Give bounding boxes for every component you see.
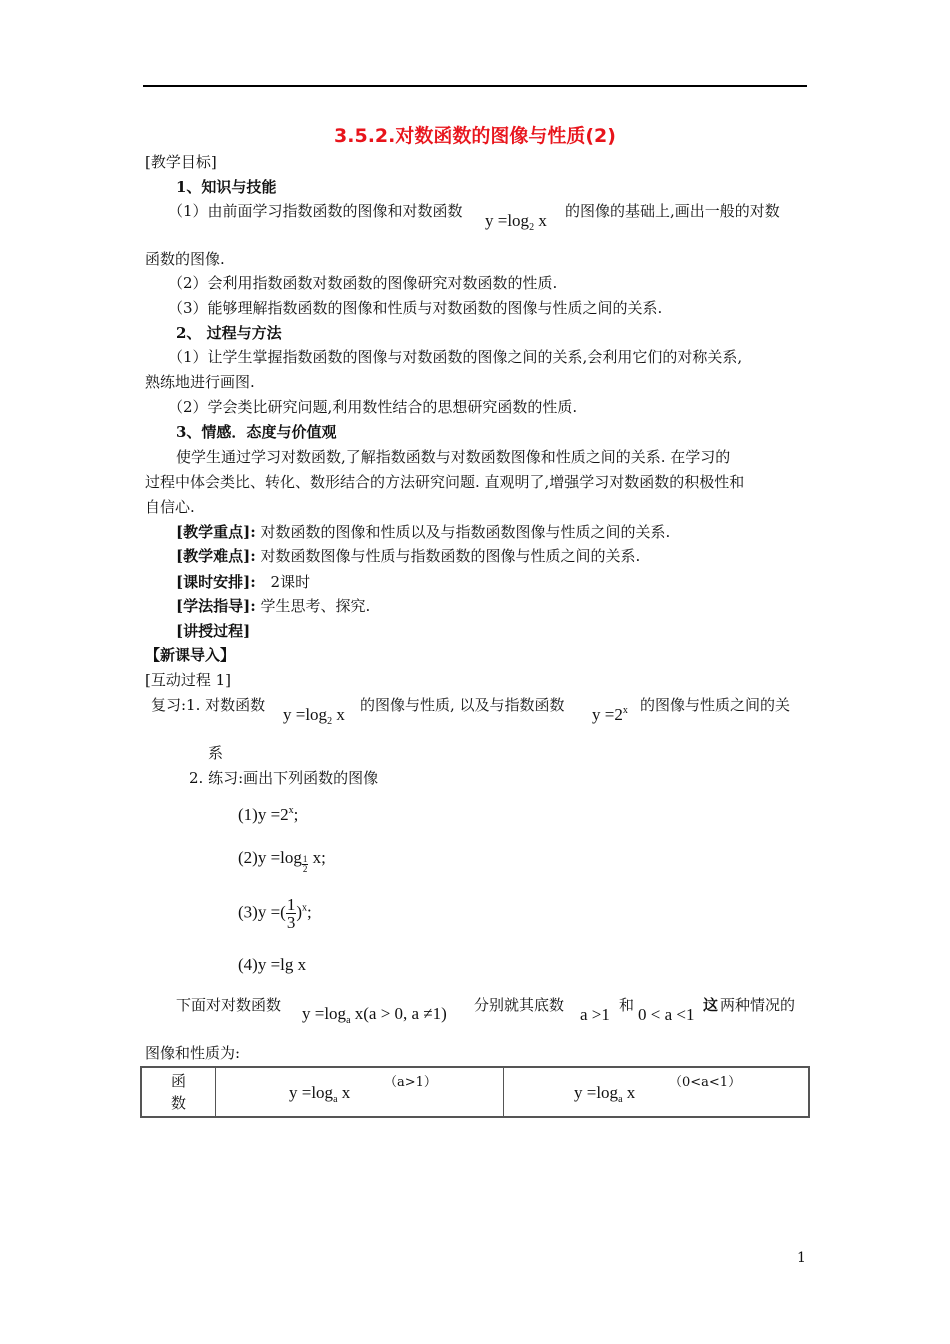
objective-2-1: （1）让学生掌握指数函数的图像与对数函数的图像之间的关系,会利用它们的对称关系, — [168, 348, 743, 366]
formula-log2x: $y =\log_2$ x — [485, 211, 547, 233]
review-cont: 系 — [208, 744, 224, 762]
interactive-process-label: [互动过程 1] — [145, 671, 232, 689]
table-cell-0-lt-a-lt-1 — [504, 1067, 810, 1117]
exercise-item-3: (3)y =( $\frac{1}{3}$ )$^x$; — [238, 895, 312, 932]
difficult-points-text: 对数函数图像与性质与指数函数的图像与性质之间的关系. — [260, 547, 641, 565]
exercise-item-2-num: (2) — [238, 848, 258, 867]
table-cond-0-lt-a-lt-1: （0<a<1） — [669, 1075, 742, 1090]
formula-review-2x: $y =2^x$ — [592, 705, 628, 724]
schedule-value: 2 — [270, 573, 281, 591]
objective-1-2: （2）会利用指数函数对数函数的图像研究对数函数的性质. — [168, 274, 558, 292]
objective-1-1-cont: 函数的图像. — [145, 250, 225, 268]
schedule-label: [课时安排]: — [176, 573, 256, 591]
objective-3-line2: 过程中体会类比、转化、数形结合的方法研究问题. 直观明了,增强学习对数函数的积极性和 — [145, 473, 745, 491]
difficult-points-row — [176, 549, 640, 564]
exercise-item-4-num: (4) — [238, 955, 258, 974]
table-row — [141, 1067, 809, 1117]
table-cell-a-gt-1 — [216, 1067, 504, 1117]
table-header-text: 函数 — [170, 1072, 186, 1112]
formula-0-lt-a-lt-1: 0 < a <1 — [638, 1005, 695, 1024]
objective-1-3: （3）能够理解指数函数的图像和性质与对数函数的图像与性质之间的关系. — [168, 299, 663, 317]
process-method-heading: 2、 过程与方法 — [176, 324, 282, 342]
objective-1-1-end: 的图像的基础上,画出一般的对数 — [565, 202, 780, 220]
key-points-text: 对数函数的图像和性质以及与指数函数图像与性质之间的关系. — [260, 523, 671, 541]
exercise-heading: 2. 练习:画出下列函数的图像 — [189, 769, 379, 787]
process-label: [讲授过程] — [176, 622, 251, 640]
discussion-this: 这 — [703, 996, 719, 1014]
table-cond-a-gt-1: （a>1） — [384, 1075, 437, 1090]
schedule-unit: 课时 — [280, 573, 311, 591]
header-rule — [143, 85, 807, 87]
objective-3-line3: 自信心. — [145, 498, 195, 516]
formula-review-log2x: $y =\log_2$ x — [283, 705, 345, 727]
discussion-middle: 分别就其底数 — [474, 996, 565, 1014]
formula-table-logax-2: $y =\log_a$ x — [574, 1083, 636, 1105]
discussion-end: 两种情况的 — [720, 996, 796, 1014]
emotion-values-heading: 3、情感．态度与价值观 — [176, 423, 337, 441]
key-points-row — [176, 525, 670, 540]
method-text: 学生思考、探究. — [260, 597, 371, 615]
discussion-start: 下面对对数函数 — [176, 996, 282, 1014]
page-title: 3.5.2.对数函数的图像与性质(2) — [334, 125, 616, 147]
properties-table — [140, 1066, 810, 1118]
objective-2-1-cont: 熟练地进行画图. — [145, 373, 255, 391]
exercise-item-1-num: (1) — [238, 805, 258, 824]
page-number: 1 — [797, 1250, 806, 1266]
review-start: 复习:1. 对数函数 — [151, 696, 266, 714]
knowledge-skills-heading: 1、知识与技能 — [176, 178, 277, 196]
discussion-cont: 图像和性质为: — [145, 1044, 241, 1062]
schedule-row — [176, 575, 310, 590]
difficult-points-label: [教学难点]: — [176, 547, 256, 565]
objective-2-2: （2）学会类比研究问题,利用数性结合的思想研究函数的性质. — [168, 398, 578, 416]
review-middle: 的图像与性质, 以及与指数函数 — [360, 696, 565, 714]
exercise-item-1: $(1)y =2^x$; — [238, 805, 299, 824]
key-points-label: [教学重点]: — [176, 523, 256, 541]
objective-1-1-start: （1）由前面学习指数函数的图像和对数函数 — [168, 202, 463, 220]
method-label: [学法指导]: — [176, 597, 256, 615]
method-row — [176, 599, 370, 614]
objective-3-line1: 使学生通过学习对数函数,了解指数函数与对数函数图像和性质之间的关系. 在学习的 — [176, 448, 731, 466]
table-header-cell — [141, 1067, 216, 1117]
discussion-and: 和 — [619, 996, 635, 1014]
exercise-item-2: (2)y =log $\frac{1}{2}$ x; — [238, 848, 326, 874]
exercise-item-4: (4)y =lg x — [238, 955, 307, 974]
formula-a-gt-1: a >1 — [580, 1005, 610, 1024]
formula-logax-condition: $y =\log_a$ x(a > 0, a ≠1) — [302, 1004, 447, 1026]
review-end: 的图像与性质之间的关 — [640, 696, 791, 714]
new-lesson-heading: 【新课导入】 — [145, 646, 236, 664]
formula-table-logax-1: $y =\log_a$ x — [289, 1083, 351, 1105]
exercise-item-3-num: (3) — [238, 902, 258, 922]
objectives-heading: [教学目标] — [145, 153, 217, 171]
